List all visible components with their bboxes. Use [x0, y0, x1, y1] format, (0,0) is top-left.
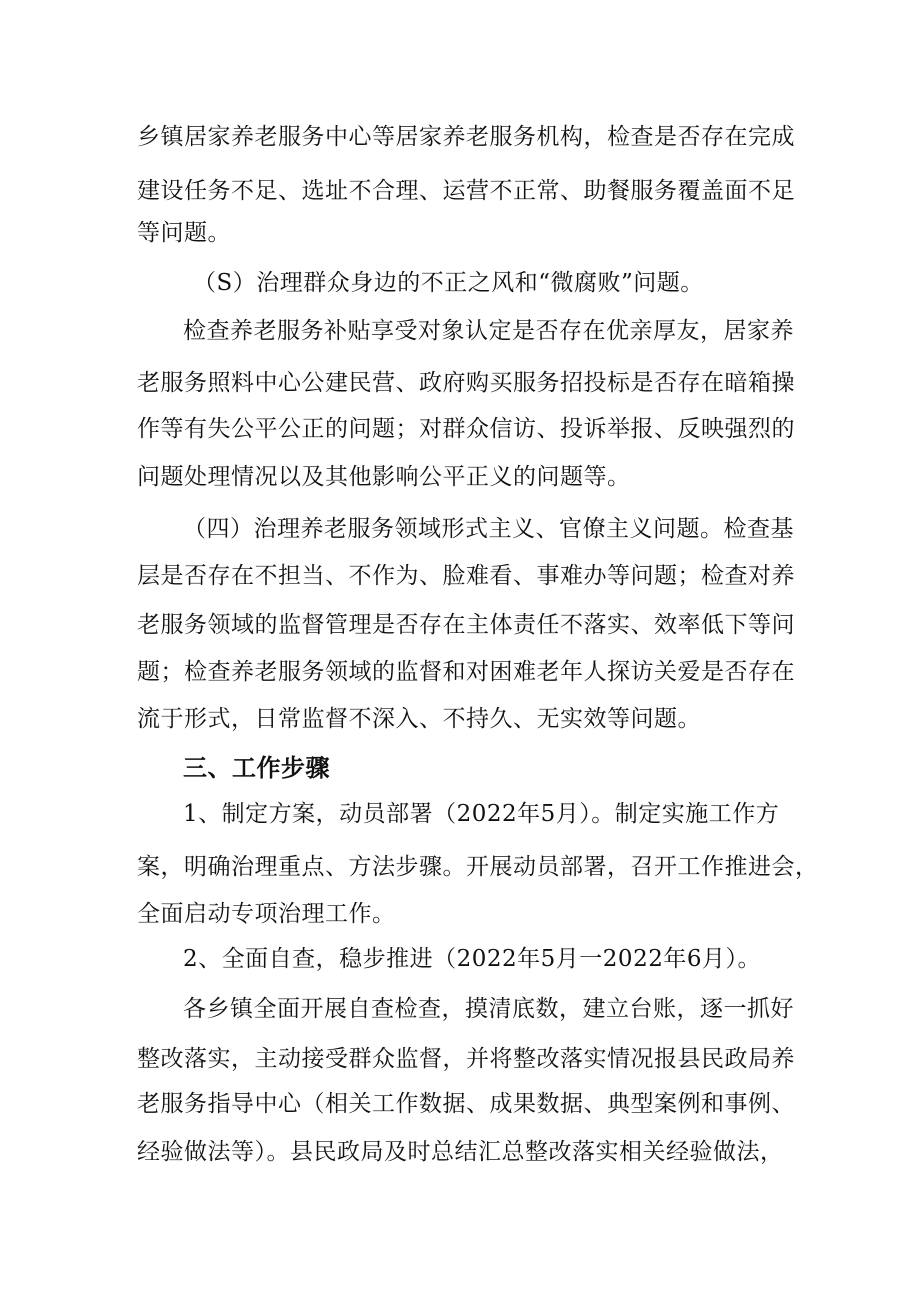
body-text-line: 层是否存在不担当、不作为、脸难看、事难办等问题；检查对养 — [137, 563, 795, 589]
body-text-line: 老服务照料中心公建民营、政府购买服务招投标是否存在暗箱操 — [137, 370, 795, 396]
body-text-line: 经验做法等）。县民政局及时总结汇总整改落实相关经验做法， — [137, 1139, 784, 1165]
body-text-line: 建设任务不足、选址不合理、运营不正常、助餐服务覆盖面不足 — [137, 178, 795, 204]
section-subheading: （S）治理群众身边的不正之风和“微腐败”问题。 — [193, 270, 704, 296]
body-text-line: 老服务指导中心（相关工作数据、成果数据、典型案例和事例、 — [137, 1091, 795, 1117]
body-text-line: 题；检查养老服务领域的监督和对困难老年人探访关爱是否存在 — [137, 659, 795, 685]
body-text-line: 案，明确治理重点、方法步骤。开展动员部署，召开工作推进会， — [137, 854, 819, 880]
body-text-line: 乡镇居家养老服务中心等居家养老服务机构，检查是否存在完成 — [137, 124, 795, 150]
body-text-line: 整改落实，主动接受群众监督，并将整改落实情况报县民政局养 — [137, 1046, 795, 1072]
body-text-line: 全面启动专项治理工作。 — [137, 901, 396, 927]
body-text-line: 检查养老服务补贴享受对象认定是否存在优亲厚友，居家养 — [183, 318, 794, 344]
body-text-line: 问题处理情况以及其他影响公平正义的问题等。 — [137, 464, 631, 490]
section-subheading: （四）治理养老服务领域形式主义、官僚主义问题。检查基 — [183, 516, 794, 542]
body-text-line: 等问题。 — [137, 220, 231, 246]
body-text-line: 作等有失公平公正的问题；对群众信访、投诉举报、反映强烈的 — [137, 416, 795, 442]
body-text-line: 2、全面自查，稳步推进（2022年5月一2022年6月）。 — [183, 946, 761, 972]
body-text-line: 老服务领域的监督管理是否存在主体责任不落实、效率低下等问 — [137, 612, 795, 638]
body-text-line: 各乡镇全面开展自查检查，摸清底数，建立台账，逐一抓好 — [183, 996, 794, 1022]
body-text-line: 1、制定方案，动员部署（2022年5月）。制定实施工作方 — [183, 801, 780, 827]
section-heading: 三、工作步骤 — [183, 754, 330, 782]
body-text-line: 流于形式，日常监督不深入、不持久、无实效等问题。 — [137, 706, 701, 732]
